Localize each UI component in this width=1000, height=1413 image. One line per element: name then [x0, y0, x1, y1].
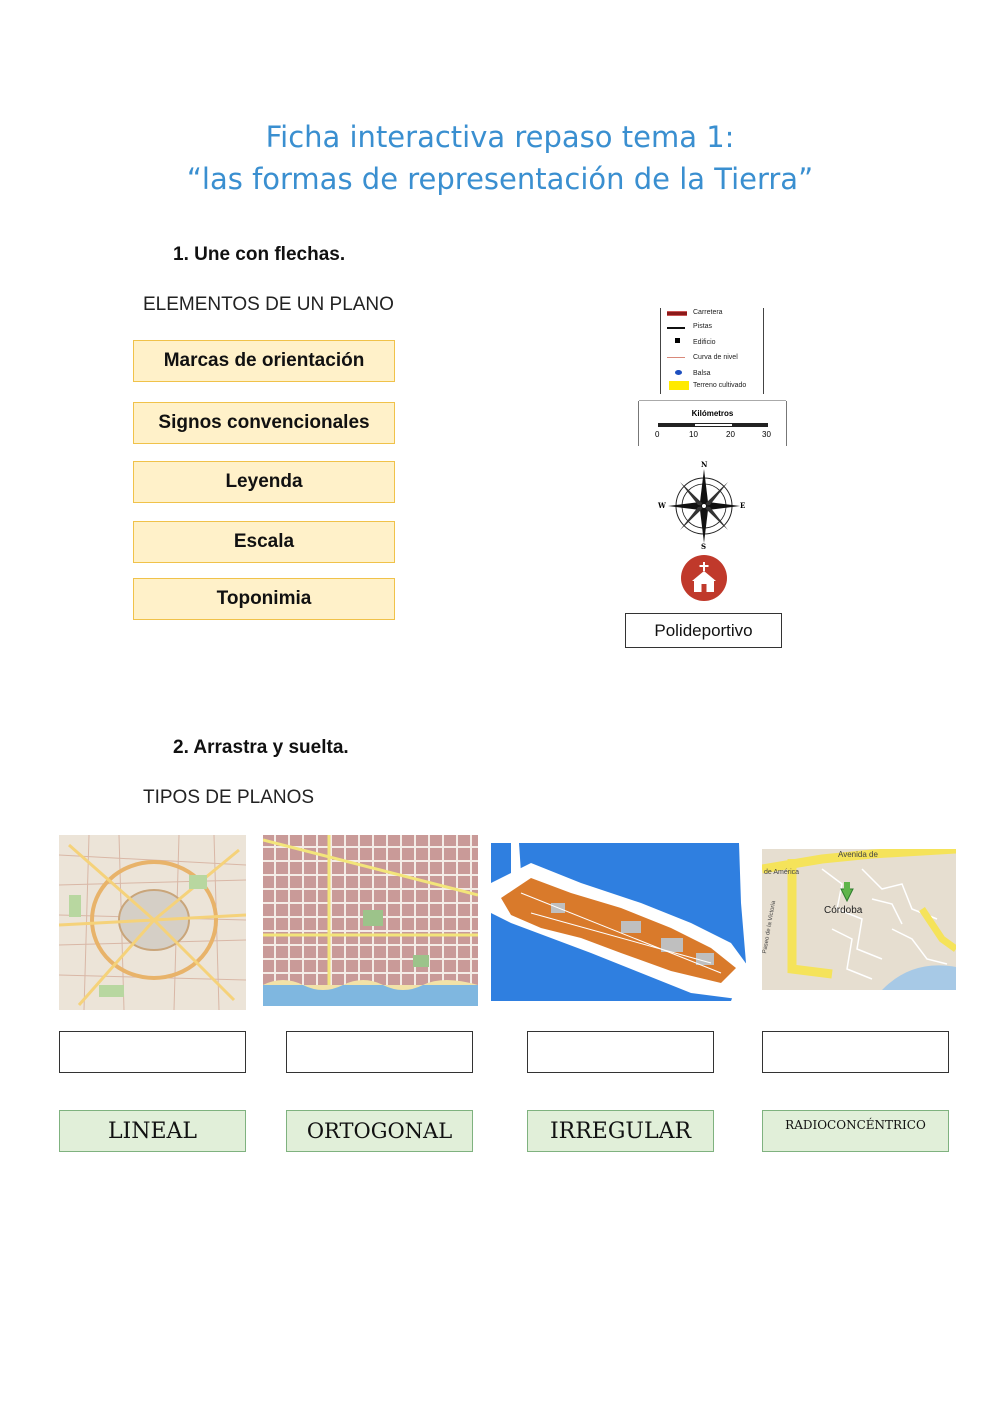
map-image-3[interactable]	[491, 843, 753, 1001]
page-title-line2: “las formas de representación de la Tierra”	[186, 162, 814, 196]
toponym-box[interactable]: Polideportivo	[625, 613, 782, 648]
legend-entry: Terreno cultivado	[693, 382, 747, 389]
section2-subheading: TIPOS DE PLANOS	[143, 787, 315, 808]
scale-tick: 0	[655, 430, 660, 439]
track-symbol	[667, 327, 685, 329]
cultivated-symbol	[669, 381, 689, 390]
option-radioconcentrico[interactable]: RADIOCONCÉNTRICO	[762, 1110, 949, 1152]
section1-heading: 1. Une con flechas.	[173, 244, 346, 265]
city-map-grid-icon	[263, 835, 478, 1006]
element-box-leyenda[interactable]: Leyenda	[133, 461, 395, 503]
element-box-toponimia[interactable]: Toponimia	[133, 578, 395, 620]
element-box-signos[interactable]: Signos convencionales	[133, 402, 395, 444]
compass-s: S	[701, 542, 707, 551]
map-image-4[interactable]	[762, 849, 956, 990]
scale-tick: 20	[726, 430, 735, 439]
scale-label: Kilómetros	[691, 409, 734, 418]
legend-entry: Curva de nivel	[693, 354, 738, 361]
scale-bar	[658, 423, 768, 427]
map-image-2[interactable]	[263, 835, 478, 1006]
legend-image[interactable]	[660, 308, 764, 394]
legend-entry: Pistas	[693, 323, 713, 330]
scale-tick: 30	[762, 430, 771, 439]
compass-e: E	[740, 501, 746, 510]
compass-rose-icon	[656, 461, 752, 551]
compass-w: W	[658, 501, 666, 510]
church-symbol-image[interactable]	[680, 554, 728, 602]
map-image-1[interactable]	[59, 835, 246, 1010]
building-symbol	[675, 338, 680, 343]
map-label-america: de América	[764, 869, 800, 876]
drop-zone-4[interactable]	[762, 1031, 949, 1073]
city-map-linear-icon	[491, 843, 753, 1001]
pond-symbol	[675, 370, 682, 375]
scale-tick: 10	[689, 430, 698, 439]
section1-subheading: ELEMENTOS DE UN PLANO	[143, 294, 394, 315]
drop-zone-1[interactable]	[59, 1031, 246, 1073]
map-label-avenida: Avenida de	[838, 850, 878, 859]
section2-heading: 2. Arrastra y suelta.	[173, 737, 349, 758]
road-symbol	[667, 311, 687, 316]
legend-entry: Carretera	[693, 309, 723, 316]
drop-zone-2[interactable]	[286, 1031, 473, 1073]
option-ortogonal[interactable]: ORTOGONAL	[286, 1110, 473, 1152]
scale-bar-image[interactable]	[638, 401, 787, 446]
option-lineal[interactable]: LINEAL	[59, 1110, 246, 1152]
drop-zone-3[interactable]	[527, 1031, 714, 1073]
contour-symbol	[667, 357, 685, 358]
compass-n: N	[701, 460, 708, 469]
element-box-escala[interactable]: Escala	[133, 521, 395, 563]
map-label-cordoba: Córdoba	[824, 905, 863, 916]
legend-entry: Edificio	[693, 339, 716, 346]
map-label-paseo: Paseo de la Victoria	[762, 900, 778, 955]
compass-rose-image[interactable]	[656, 461, 752, 551]
church-icon	[680, 554, 728, 602]
legend-entry: Balsa	[693, 370, 711, 377]
option-irregular[interactable]: IRREGULAR	[527, 1110, 714, 1152]
page-title-line1: Ficha interactiva repaso tema 1:	[265, 120, 735, 154]
city-map-radial-icon	[59, 835, 246, 1010]
element-box-orientacion[interactable]: Marcas de orientación	[133, 340, 395, 382]
